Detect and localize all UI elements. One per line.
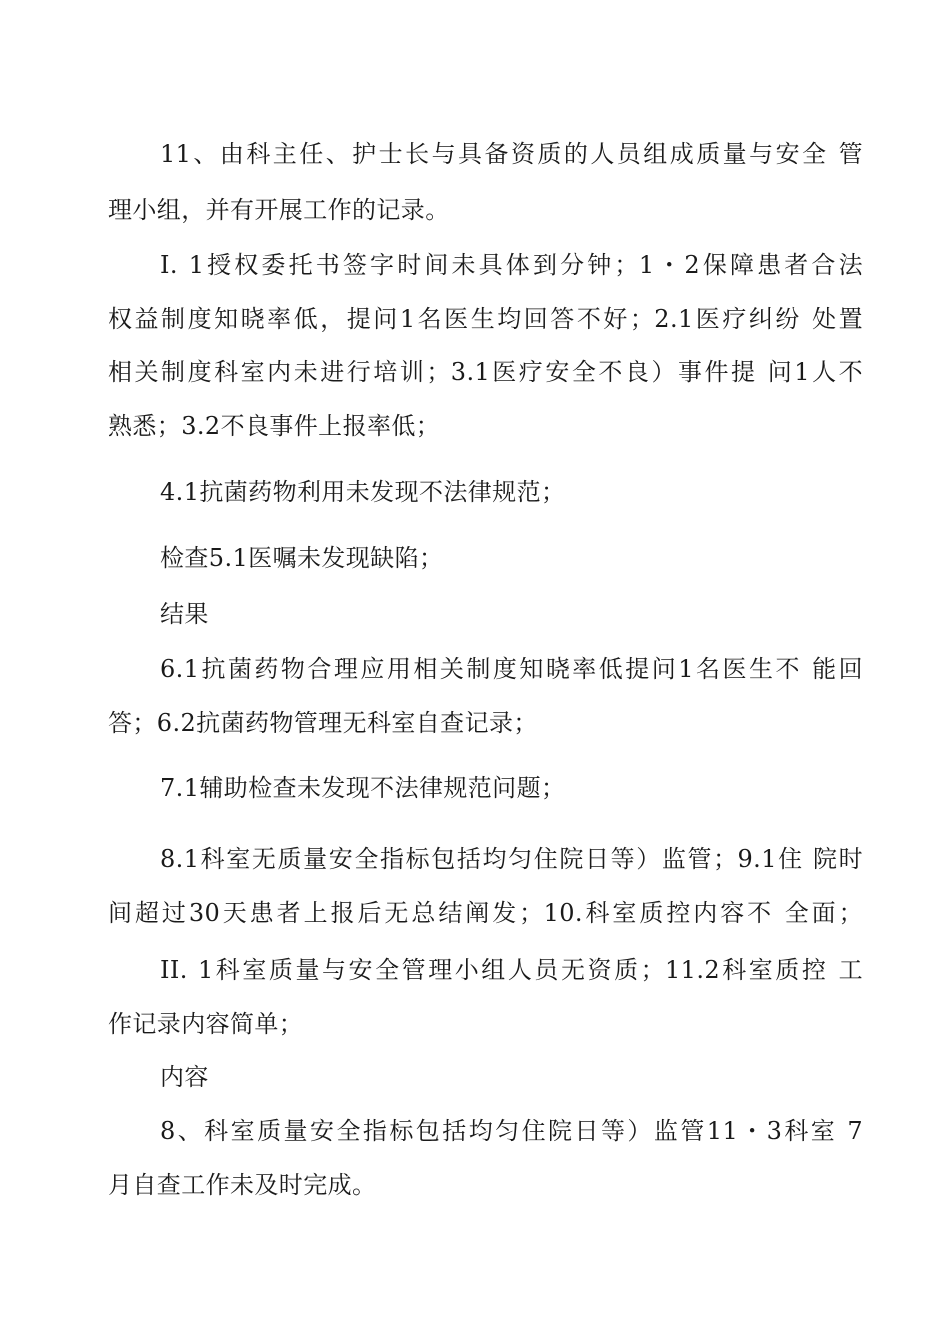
findings-paragraph-line-2: 权益制度知晓率低，提问1名医生均回答不好；2.1医疗纠纷 处置 <box>108 305 863 333</box>
finding-11-line-1: II. 1科室质量与安全管理小组人员无资质；11.2科室质控 工 <box>160 956 863 984</box>
paragraph-11-line-1: 11、由科主任、护士长与具备资质的人员组成质量与安全 管 <box>160 140 863 168</box>
findings-paragraph-line-4: 熟悉；3.2不良事件上报率低； <box>108 412 441 440</box>
label-result: 结果 <box>160 600 209 628</box>
paragraph-11-line-2: 理小组，并有开展工作的记录。 <box>108 196 450 224</box>
finding-6-line-2: 答；6.2抗菌药物管理无科室自查记录； <box>108 709 538 737</box>
finding-8-line-1: 8.1科室无质量安全指标包括均匀住院日等）监管；9.1住 院时 <box>160 845 863 873</box>
finding-11-line-2: 作记录内容简单； <box>108 1010 304 1038</box>
label-content: 内容 <box>160 1063 209 1091</box>
content-8-line-1: 8、科室质量安全指标包括均匀住院日等）监管11・3科室 7 <box>160 1117 863 1145</box>
findings-paragraph-line-1: I. 1授权委托书签字时间未具体到分钟；1・2保障患者合法 <box>160 251 863 279</box>
finding-5-1: 检查5.1医嘱未发现缺陷； <box>160 544 444 572</box>
content-8-line-2: 月自查工作未及时完成。 <box>108 1171 377 1199</box>
finding-6-line-1: 6.1抗菌药物合理应用相关制度知晓率低提问1名医生不 能回 <box>160 655 863 683</box>
finding-4-1: 4.1抗菌药物利用未发现不法律规范； <box>160 478 566 506</box>
findings-paragraph-line-3: 相关制度科室内未进行培训；3.1医疗安全不良）事件提 问1人不 <box>108 358 863 386</box>
finding-8-line-2: 间超过30天患者上报后无总结阐发；10.科室质控内容不 全面； <box>108 899 863 927</box>
finding-7-1: 7.1辅助检查未发现不法律规范问题； <box>160 774 566 802</box>
